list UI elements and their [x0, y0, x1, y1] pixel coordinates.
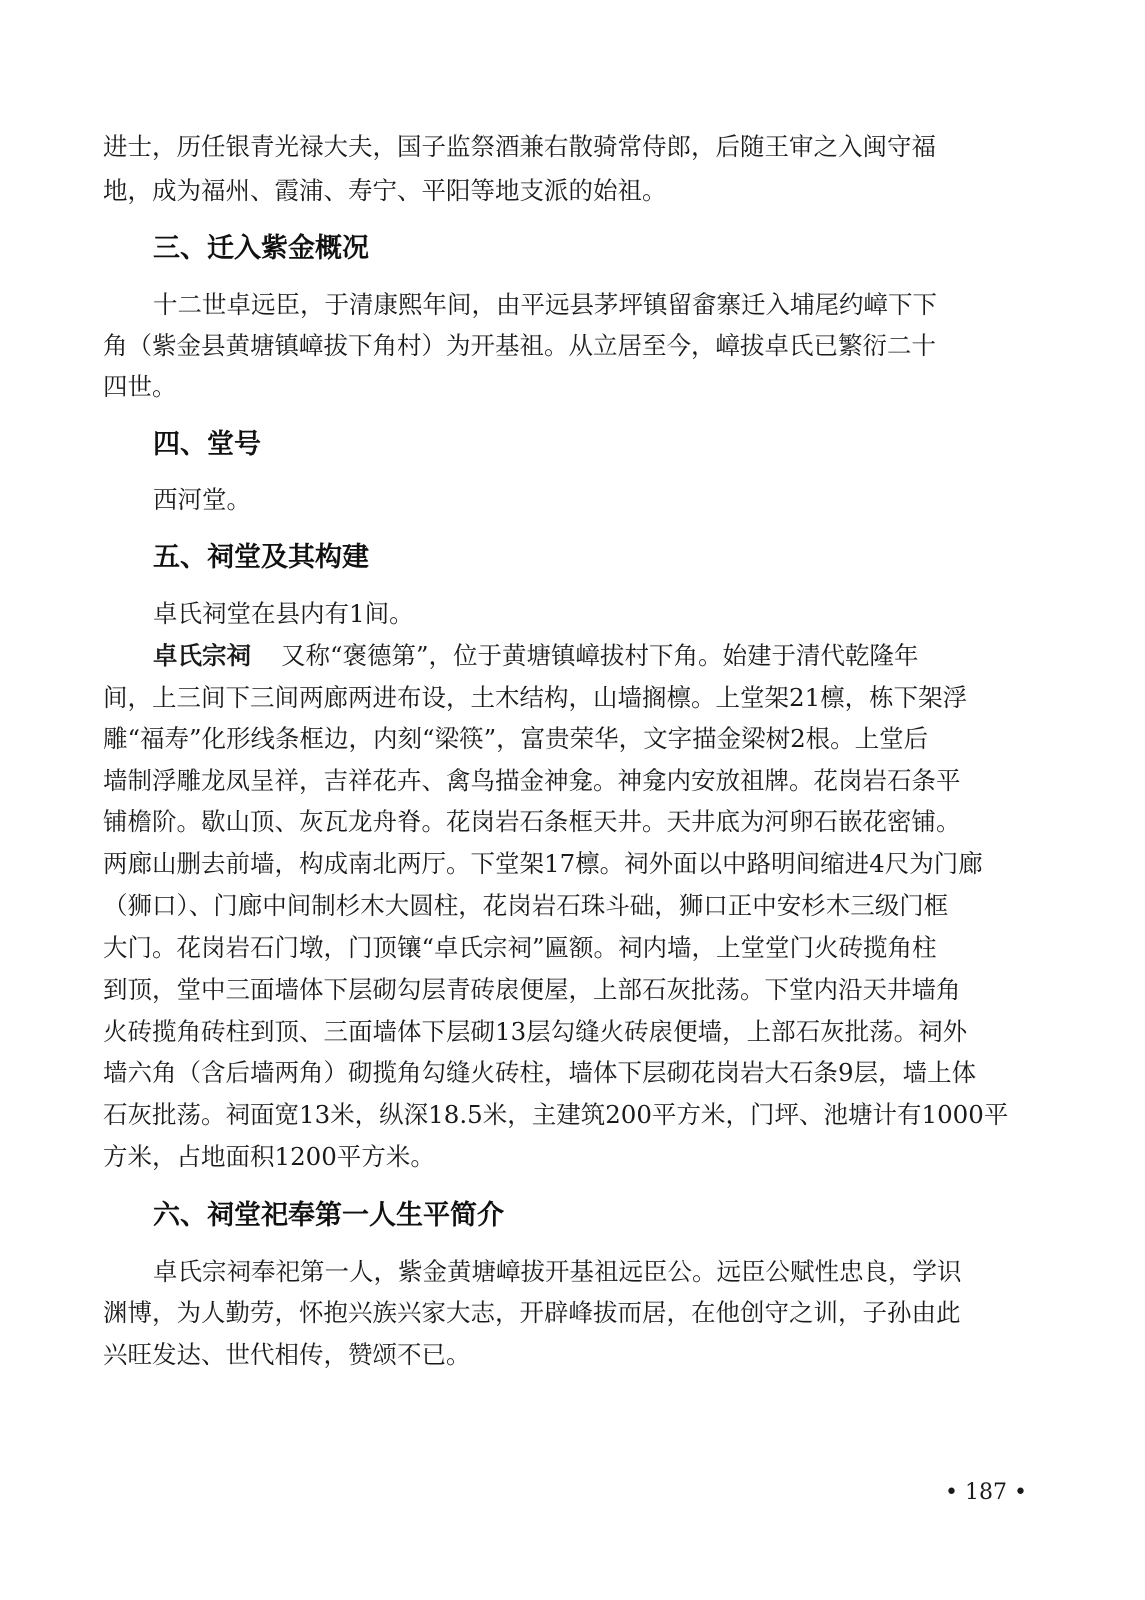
entry-first-line-text: 又称“褒德第”，位于黄塘镇嶂拔村下角。始建于清代乾隆年 [281, 641, 919, 670]
section-heading: 五、祠堂及其构建 [153, 542, 369, 573]
paragraph-line: 西河堂。 [153, 485, 251, 514]
paragraph-line: 兴旺发达、世代相传，赞颂不已。 [103, 1340, 471, 1369]
entry-title: 卓氏宗祠 [153, 641, 251, 670]
paragraph-line: 墙六角（含后墙两角）砌揽角勾缝火砖柱，墙体下层砌花岗岩大石条9层，墙上体 [103, 1058, 977, 1087]
paragraph-line: （狮口）、门廊中间制杉木大圆柱，花岗岩石珠斗础，狮口正中安杉木三级门框 [103, 891, 949, 920]
entry-first-line [153, 636, 919, 676]
paragraph-line: 渊博，为人勤劳，怀抱兴族兴家大志，开辟峰拔而居，在他创守之训，子孙由此 [103, 1298, 961, 1327]
paragraph-line: 石灰批荡。祠面宽13米，纵深18.5米，主建筑200平方米，门坪、池塘计有1000平 [103, 1100, 1009, 1129]
paragraph-line: 大门。花岗岩石门墩，门顶镶“卓氏宗祠”匾额。祠内墙，上堂堂门火砖揽角柱 [103, 933, 937, 962]
page-number: • 187 • [945, 1480, 1027, 1505]
paragraph-line: 角（紫金县黄塘镇嶂拔下角村）为开基祖。从立居至今，嶂拔卓氏已繁衍二十 [103, 331, 936, 360]
paragraph-line: 进士，历任银青光禄大夫，国子监祭酒兼右散骑常侍郎，后随王审之入闽守福 [103, 132, 936, 161]
paragraph-line: 铺檐阶。歇山顶、灰瓦龙舟脊。花岗岩石条框天井。天井底为河卵石嵌花密铺。 [103, 807, 961, 836]
section-heading: 三、迁入紫金概况 [153, 233, 369, 264]
paragraph-line: 十二世卓远臣，于清康熙年间，由平远县茅坪镇留畲寨迁入埔尾约嶂下下 [153, 290, 937, 319]
paragraph-line: 两廊山删去前墙，构成南北两厅。下堂架17檩。祠外面以中路明间缩进4尺为门廊 [103, 849, 983, 878]
paragraph-line: 墙制浮雕龙凤呈祥，吉祥花卉、禽鸟描金神龛。神龛内安放祖牌。花岗岩石条平 [103, 766, 961, 795]
paragraph-line: 雕“福寿”化形线条框边，内刻“梁筷”，富贵荣华，文字描金梁树2根。上堂后 [103, 724, 929, 753]
paragraph-line: 间，上三间下三间两廊两进布设，土木结构，山墙搁檩。上堂架21檩，栋下架浮 [103, 683, 968, 712]
paragraph-line: 方米，占地面积1200平方米。 [103, 1142, 435, 1171]
paragraph-line: 四世。 [103, 372, 177, 401]
paragraph-line: 到顶，堂中三面墙体下层砌勾层青砖扆便屋，上部石灰批荡。下堂内沿天井墙角 [103, 975, 961, 1004]
section-heading: 六、祠堂祀奉第一人生平简介 [153, 1200, 504, 1231]
paragraph-line: 卓氏宗祠奉祀第一人，紫金黄塘嶂拔开基祖远臣公。远臣公赋性忠良，学识 [153, 1257, 962, 1286]
paragraph-line: 卓氏祠堂在县内有1间。 [153, 599, 414, 628]
paragraph-line: 地，成为福州、霞浦、寿宁、平阳等地支派的始祖。 [103, 176, 667, 205]
paragraph-line: 火砖揽角砖柱到顶、三面墙体下层砌13层勾缝火砖扆便墙，上部石灰批荡。祠外 [103, 1017, 968, 1046]
section-heading: 四、堂号 [153, 429, 261, 460]
